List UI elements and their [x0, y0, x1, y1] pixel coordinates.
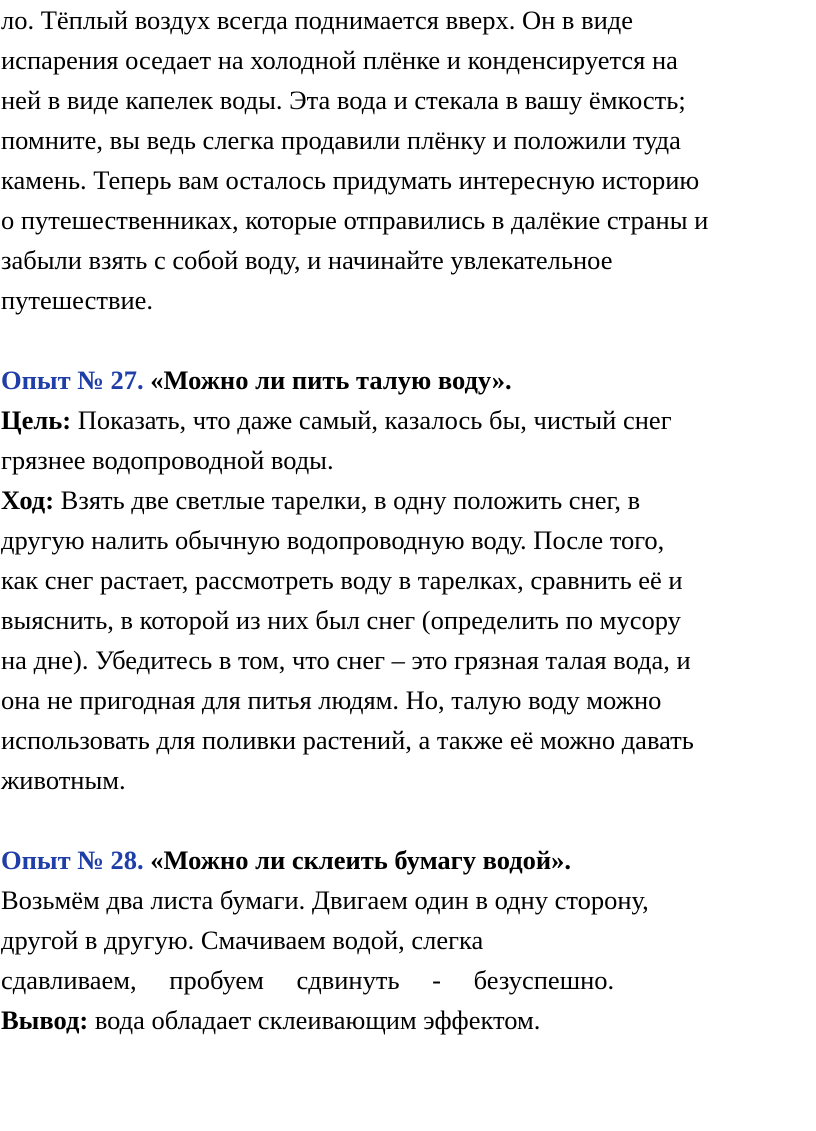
- text-line: использовать для поливки растений, а также её можно давать: [1, 725, 694, 755]
- conclusion-label: Вывод:: [1, 1005, 89, 1035]
- text-line: как снег растает, рассмотреть воду в тарелках, сравнить её и: [1, 565, 683, 595]
- text-line: испарения оседает на холодной плёнке и конденсируется на: [1, 45, 678, 75]
- text-line: Возьмём два листа бумаги. Двигаем один в одну сторону,: [1, 885, 649, 915]
- text-line: животным.: [1, 765, 126, 795]
- text-line: она не пригодная для питья людям. Но, талую воду можно: [1, 685, 662, 715]
- experiment-28-heading: [1, 840, 816, 880]
- course-label: Ход:: [1, 485, 55, 515]
- text-line: ло. Тёплый воздух всегда поднимается вверх. Он в виде: [1, 5, 634, 35]
- conclusion-text: вода обладает склеивающим эффектом.: [88, 1005, 541, 1035]
- text-line: другую налить обычную водопроводную воду. После того,: [1, 525, 665, 555]
- experiment-28-label: Опыт № 28.: [1, 845, 144, 875]
- text-line: грязнее водопроводной воды.: [1, 445, 334, 475]
- experiment-27-title: «Можно ли пить талую воду».: [143, 365, 512, 395]
- text-line: камень. Теперь вам осталось придумать интересную историю: [1, 165, 700, 195]
- experiment-27-label: Опыт № 27.: [1, 365, 144, 395]
- goal-line: [1, 400, 816, 440]
- text-line: о путешественниках, которые отправились в далёкие страны и: [1, 205, 709, 235]
- text-line: помните, вы ведь слегка продавили плёнку и положили туда: [1, 125, 681, 155]
- text-line: другой в другую. Смачиваем водой, слегка: [1, 925, 484, 955]
- experiment-28-section: [1, 840, 816, 1040]
- text-line: на дне). Убедитесь в том, что снег – это грязная талая вода, и: [1, 645, 691, 675]
- experiment-28-title: «Можно ли склеить бумагу водой».: [143, 845, 572, 875]
- conclusion-line: [1, 1000, 816, 1040]
- goal-text: Показать, что даже самый, казалось бы, чистый снег: [71, 405, 672, 435]
- text-line: выяснить, в которой из них был снег (определить по мусору: [1, 605, 681, 635]
- text-line: забыли взять с собой воду, и начинайте увлекательное: [1, 245, 613, 275]
- text-line: сдавливаем, пробуем сдвинуть - безуспешно.: [1, 965, 615, 995]
- text-line: ней в виде капелек воды. Эта вода и стекала в вашу ёмкость;: [1, 85, 686, 115]
- course-text: Взять две светлые тарелки, в одну положить снег, в: [54, 485, 641, 515]
- course-line: [1, 480, 816, 520]
- text-line: путешествие.: [1, 285, 154, 315]
- goal-label: Цель:: [1, 405, 72, 435]
- blank-line: [1, 800, 816, 840]
- experiment-27-heading: [1, 360, 816, 400]
- experiment-27-section: [1, 360, 816, 800]
- intro-paragraph: [1, 0, 816, 320]
- blank-line: [1, 320, 816, 360]
